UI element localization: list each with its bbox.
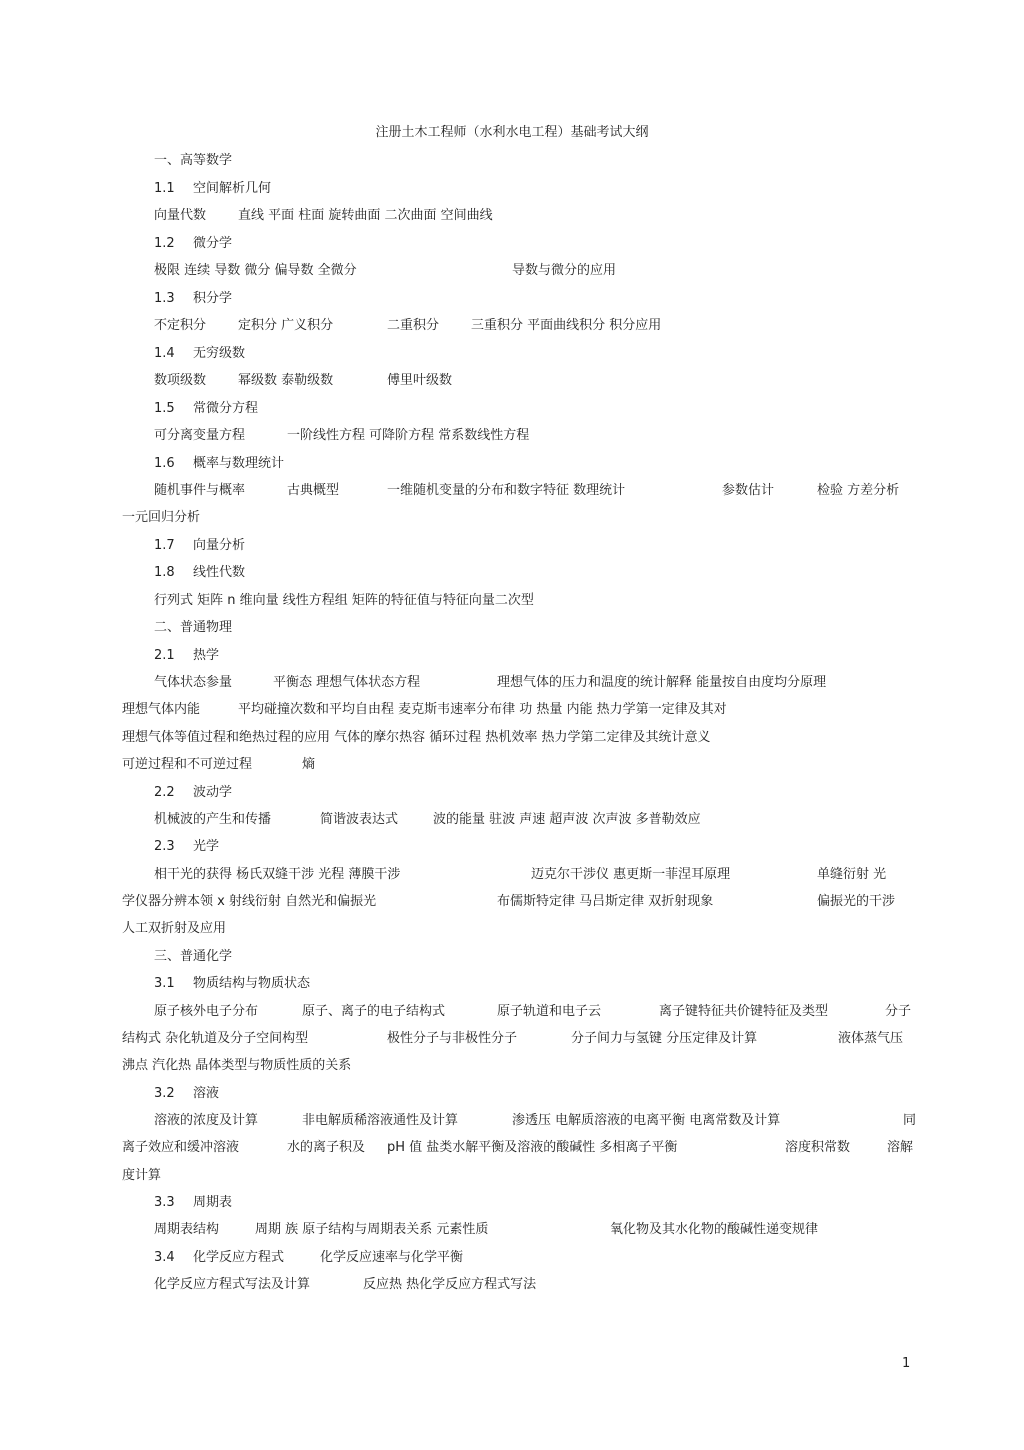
topic-text: pH 值 盐类水解平衡及溶液的酸碱性 多相离子平衡 <box>387 1140 678 1155</box>
topic-text: 理想气体内能 <box>122 702 201 717</box>
subsection-title: 微分学 <box>193 236 233 251</box>
topic-text: 理想气体等值过程和绝热过程的应用 气体的摩尔热容 循环过程 热机效率 热力学第二定律及其统计意义 <box>122 730 711 745</box>
topic-text: 偏振光的干涉 <box>817 894 896 909</box>
topic-text: 平均碰撞次数和平均自由程 麦克斯韦速率分布律 功 热量 内能 热力学第一定律及其对 <box>238 702 727 717</box>
subsection-title: 线性代数 <box>193 565 246 580</box>
topic-text: 数项级数 <box>154 373 207 388</box>
topic-text: 原子核外电子分布 <box>154 1004 259 1019</box>
topic-text: 检验 方差分析 <box>817 483 900 498</box>
topic-text: 定积分 广义积分 <box>238 318 334 333</box>
subsection-number: 3.2 <box>154 1086 175 1101</box>
topic-text: 导数与微分的应用 <box>512 263 617 278</box>
topic-text: 机械波的产生和传播 <box>154 812 272 827</box>
topic-text: 沸点 汽化热 晶体类型与物质性质的关系 <box>122 1058 352 1073</box>
topic-text: 波的能量 驻波 声速 超声波 次声波 多普勒效应 <box>433 812 701 827</box>
topic-text: 一维随机变量的分布和数字特征 数理统计 <box>387 483 626 498</box>
topic-text: 学仪器分辨本领 x 射线衍射 自然光和偏振光 <box>122 894 377 909</box>
subsection-number: 2.3 <box>154 839 175 854</box>
page-number: 1 <box>902 1356 911 1371</box>
subsection-number: 1.3 <box>154 291 175 306</box>
topic-text: 二重积分 <box>387 318 440 333</box>
topic-text: 平衡态 理想气体状态方程 <box>273 675 421 690</box>
topic-text: 溶度积常数 <box>785 1140 851 1155</box>
subsection-title: 周期表 <box>193 1195 233 1210</box>
topic-text: 可逆过程和不可逆过程 <box>122 757 253 772</box>
topic-text: 分子间力与氢键 分压定律及计算 <box>571 1031 758 1046</box>
topic-text: 随机事件与概率 <box>154 483 246 498</box>
topic-text: 气体状态参量 <box>154 675 233 690</box>
section-heading: 一、高等数学 <box>154 153 233 168</box>
topic-text: 极性分子与非极性分子 <box>387 1031 518 1046</box>
topic-text: 分子 <box>885 1004 912 1019</box>
subsection-title: 化学反应速率与化学平衡 <box>320 1250 464 1265</box>
topic-text: 熵 <box>302 757 316 772</box>
topic-text: 周期 族 原子结构与周期表关系 元素性质 <box>255 1222 489 1237</box>
topic-text: 原子轨道和电子云 <box>497 1004 602 1019</box>
subsection-title: 空间解析几何 <box>193 181 272 196</box>
topic-text: 化学反应方程式写法及计算 <box>154 1277 311 1292</box>
topic-text: 古典概型 <box>287 483 340 498</box>
subsection-number: 1.6 <box>154 456 175 471</box>
subsection-number: 1.4 <box>154 346 175 361</box>
topic-text: 行列式 矩阵 n 维向量 线性方程组 矩阵的特征值与特征向量二次型 <box>154 593 534 608</box>
topic-text: 反应热 热化学反应方程式写法 <box>363 1277 537 1292</box>
topic-text: 理想气体的压力和温度的统计解释 能量按自由度均分原理 <box>497 675 827 690</box>
topic-text: 一阶线性方程 可降阶方程 常系数线性方程 <box>287 428 530 443</box>
topic-text: 液体蒸气压 <box>838 1031 904 1046</box>
topic-text: 溶液的浓度及计算 <box>154 1113 259 1128</box>
topic-text: 结构式 杂化轨道及分子空间构型 <box>122 1031 309 1046</box>
topic-text: 单缝衍射 光 <box>817 867 887 882</box>
topic-text: 周期表结构 <box>154 1222 220 1237</box>
document-title: 注册土木工程师（水利水电工程）基础考试大纲 <box>375 125 649 140</box>
topic-text: 参数估计 <box>722 483 775 498</box>
subsection-number: 3.3 <box>154 1195 175 1210</box>
subsection-title: 积分学 <box>193 291 233 306</box>
section-heading: 三、普通化学 <box>154 949 233 964</box>
topic-text: 原子、离子的电子结构式 <box>302 1004 446 1019</box>
subsection-number: 1.1 <box>154 181 175 196</box>
topic-text: 三重积分 平面曲线积分 积分应用 <box>471 318 662 333</box>
topic-text: 极限 连续 导数 微分 偏导数 全微分 <box>154 263 357 278</box>
topic-text: 渗透压 电解质溶液的电离平衡 电离常数及计算 <box>512 1113 781 1128</box>
subsection-number: 2.1 <box>154 648 175 663</box>
topic-text: 同 <box>903 1113 917 1128</box>
topic-text: 迈克尔干涉仪 惠更斯一菲涅耳原理 <box>531 867 731 882</box>
topic-text: 氧化物及其水化物的酸碱性递变规律 <box>610 1222 819 1237</box>
subsection-number: 1.5 <box>154 401 175 416</box>
subsection-title: 概率与数理统计 <box>193 456 285 471</box>
subsection-number: 1.8 <box>154 565 175 580</box>
topic-text: 一元回归分析 <box>122 510 201 525</box>
subsection-title: 化学反应方程式 <box>193 1250 285 1265</box>
topic-text: 溶解 <box>887 1140 914 1155</box>
topic-text: 水的离子积及 <box>287 1140 366 1155</box>
topic-text: 向量代数 <box>154 208 207 223</box>
topic-text: 人工双折射及应用 <box>122 921 227 936</box>
subsection-title: 光学 <box>193 839 220 854</box>
topic-text: 度计算 <box>122 1168 162 1183</box>
subsection-number: 3.4 <box>154 1250 175 1265</box>
subsection-number: 3.1 <box>154 976 175 991</box>
topic-text: 不定积分 <box>154 318 207 333</box>
subsection-title: 向量分析 <box>193 538 246 553</box>
subsection-number: 1.2 <box>154 236 175 251</box>
subsection-title: 常微分方程 <box>193 401 259 416</box>
topic-text: 离子效应和缓冲溶液 <box>122 1140 240 1155</box>
topic-text: 非电解质稀溶液通性及计算 <box>302 1113 459 1128</box>
topic-text: 布儒斯特定律 马吕斯定律 双折射现象 <box>497 894 714 909</box>
subsection-title: 热学 <box>193 648 220 663</box>
topic-text: 离子键特征共价键特征及类型 <box>659 1004 829 1019</box>
subsection-title: 无穷级数 <box>193 346 246 361</box>
subsection-number: 1.7 <box>154 538 175 553</box>
topic-text: 傅里叶级数 <box>387 373 453 388</box>
subsection-title: 溶液 <box>193 1086 220 1101</box>
subsection-number: 2.2 <box>154 785 175 800</box>
topic-text: 幂级数 泰勒级数 <box>238 373 334 388</box>
topic-text: 可分离变量方程 <box>154 428 246 443</box>
subsection-title: 波动学 <box>193 785 233 800</box>
topic-text: 简谐波表达式 <box>320 812 399 827</box>
topic-text: 相干光的获得 杨氏双缝干涉 光程 薄膜干涉 <box>154 867 401 882</box>
subsection-title: 物质结构与物质状态 <box>193 976 311 991</box>
topic-text: 直线 平面 柱面 旋转曲面 二次曲面 空间曲线 <box>238 208 493 223</box>
section-heading: 二、普通物理 <box>154 620 233 635</box>
